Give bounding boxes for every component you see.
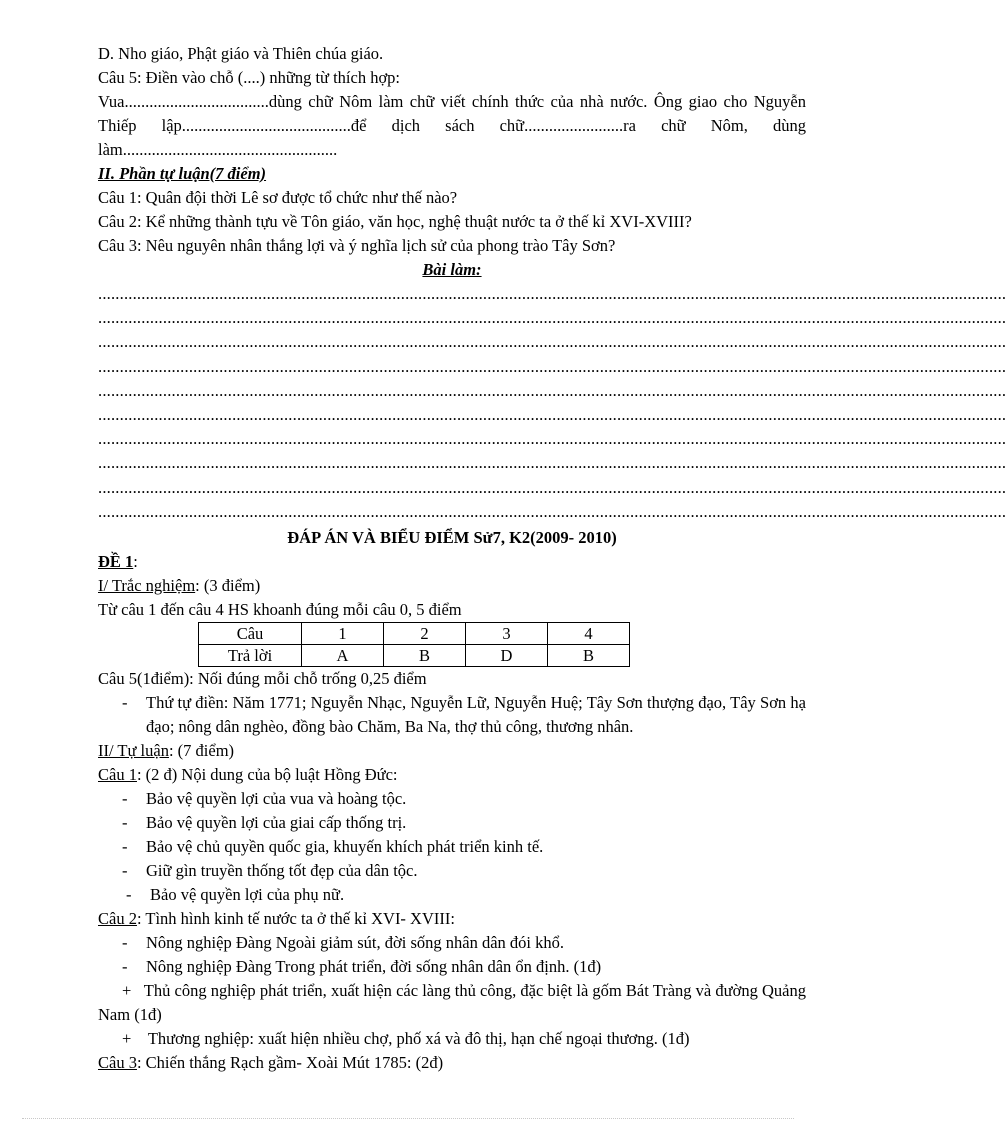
answer-key-title: ĐÁP ÁN VÀ BIỂU ĐIỂM Sử7, K2(2009- 2010) <box>287 527 617 547</box>
list-item: - Giữ gìn truyền thống tốt đẹp của dân tộc. <box>122 860 418 880</box>
list-item: - Bảo vệ quyền lợi của vua và hoàng tộc. <box>122 788 407 808</box>
table-cell: 2 <box>384 622 466 644</box>
table-cell: 1 <box>302 622 384 644</box>
question-5-score: Câu 5(1điểm): Nối đúng mỗi chỗ trống 0,25 điểm <box>98 668 427 688</box>
part-2-score: : (7 điểm) <box>168 740 235 760</box>
answer-2-heading <box>98 907 806 931</box>
part-2-label: II/ Tự luận <box>98 740 169 760</box>
part-1-label: I/ Trắc nghiệm <box>98 575 196 595</box>
table-cell: 3 <box>466 622 548 644</box>
answer-line: .................................................................................................................................................................................................................. <box>98 477 1006 497</box>
answer-2-label: Câu 2 <box>98 908 137 928</box>
table-cell: B <box>548 644 630 666</box>
answer-1-heading <box>98 763 806 787</box>
list-item: - Bảo vệ quyền lợi của phụ nữ. <box>126 884 345 904</box>
answer-lines <box>98 282 1006 524</box>
list-item: - Bảo vệ chủ quyền quốc gia, khuyến khích phát triển kinh tế. <box>122 836 544 856</box>
list-item-text: Bảo vệ quyền lợi của vua và hoàng tộc. <box>146 788 407 808</box>
question-5-answer: Thứ tự điền: Năm 1771; Nguyễn Nhạc, Nguyễn Lữ, Nguyễn Huệ; Tây Sơn thượng đạo, Tây Sơn hạ đạo; nông dân nghèo, đồng bào Chăm, Ba Na, thợ thủ công, thương nhân. <box>146 692 806 736</box>
table-row <box>199 622 630 644</box>
table-cell: 4 <box>548 622 630 644</box>
part-2-heading: II. Phần tự luận(7 điểm) <box>98 164 267 183</box>
table-header-cell: Trả lời <box>199 644 302 666</box>
bai-lam-heading <box>98 258 806 282</box>
list-item: + Thủ công nghiệp phát triển, xuất hiện các làng thủ công, đặc biệt là gốm Bát Tràng và đường Quảng Nam (1đ) <box>98 980 806 1024</box>
answer-line: .................................................................................................................................................................................................................. <box>98 332 1006 352</box>
answer-line: .................................................................................................................................................................................................................. <box>98 284 1006 303</box>
exam-version <box>98 550 806 574</box>
list-item: - Nông nghiệp Đàng Ngoài giảm sút, đời sống nhân dân đói khổ. <box>122 932 564 952</box>
answer-3-label: Câu 3 <box>98 1052 137 1072</box>
page-bottom-rule <box>22 1118 794 1119</box>
part-1-score: : (3 điểm) <box>195 575 261 595</box>
question-5: Câu 5: Điền vào chỗ (....) những từ thích hợp: <box>98 68 401 87</box>
answer-line: .................................................................................................................................................................................................................. <box>98 501 1006 521</box>
table-cell: B <box>384 644 466 666</box>
answer-table <box>198 622 630 667</box>
list-item-text: Nông nghiệp Đàng Trong phát triển, đời sống nhân dân ổn định. (1đ) <box>146 956 602 976</box>
table-row <box>199 644 630 666</box>
part-1-note: Từ câu 1 đến câu 4 HS khoanh đúng mỗi câu 0, 5 điểm <box>98 599 462 619</box>
answer-1-title: : (2 đ) Nội dung của bộ luật Hồng Đức: <box>136 764 398 784</box>
list-item-text: Thủ công nghiệp phát triển, xuất hiện các làng thủ công, đặc biệt là gốm Bát Tràng và đường Quảng Nam (1đ) <box>98 980 806 1024</box>
table-header-cell: Câu <box>199 622 302 644</box>
list-item-text: Nông nghiệp Đàng Ngoài giảm sút, đời sống nhân dân đói khổ. <box>146 932 564 952</box>
answer-2-title: : Tình hình kinh tế nước ta ở thế kỉ XVI- XVIII: <box>136 908 455 928</box>
answer-line: .................................................................................................................................................................................................................. <box>98 380 1006 400</box>
part-2-answer-heading <box>98 739 806 763</box>
list-item-text: Giữ gìn truyền thống tốt đẹp của dân tộc. <box>146 860 418 880</box>
answer-line: .................................................................................................................................................................................................................. <box>98 429 1006 449</box>
list-item-text: Bảo vệ quyền lợi của phụ nữ. <box>150 884 345 904</box>
answer-line: .................................................................................................................................................................................................................. <box>98 356 1006 376</box>
bai-lam-label: Bài làm: <box>422 260 482 279</box>
essay-question-2: Câu 2: Kể những thành tựu về Tôn giáo, văn học, nghệ thuật nước ta ở thế kỉ XVI-XVIII? <box>98 212 692 231</box>
answer-3-title: : Chiến thắng Rạch gầm- Xoài Mút 1785: (2đ) <box>136 1052 444 1072</box>
list-item: + Thương nghiệp: xuất hiện nhiều chợ, phố xá và đô thị, hạn chế ngoại thương. (1đ) <box>122 1028 690 1048</box>
essay-question-1: Câu 1: Quân đội thời Lê sơ được tổ chức như thế nào? <box>98 188 458 207</box>
list-item: - Bảo vệ quyền lợi của giai cấp thống trị. <box>122 812 407 832</box>
exam-version-label: ĐỀ 1 <box>98 551 134 571</box>
answer-line: .................................................................................................................................................................................................................. <box>98 453 1006 473</box>
option-d: D. Nho giáo, Phật giáo và Thiên chúa giáo. <box>98 44 384 63</box>
answer-3-heading <box>98 1051 806 1075</box>
list-item: - Nông nghiệp Đàng Trong phát triển, đời sống nhân dân ổn định. (1đ) <box>122 956 602 976</box>
exam-version-colon: : <box>133 551 138 571</box>
answer-line: .................................................................................................................................................................................................................. <box>98 308 1006 328</box>
table-cell: D <box>466 644 548 666</box>
list-item: - Thứ tự điền: Năm 1771; Nguyễn Nhạc, Nguyễn Lữ, Nguyễn Huệ; Tây Sơn thượng đạo, Tây Sơn hạ đạo; nông dân nghèo, đồng bào Chăm, Ba Na, thợ thủ công, thương nhân. <box>122 692 806 736</box>
part-1-heading <box>98 574 806 598</box>
answer-line: .................................................................................................................................................................................................................. <box>98 404 1006 424</box>
answer-1-label: Câu 1 <box>98 764 137 784</box>
document-page <box>98 42 1006 1075</box>
table-cell: A <box>302 644 384 666</box>
list-item-text: Thương nghiệp: xuất hiện nhiều chợ, phố xá và đô thị, hạn chế ngoại thương. (1đ) <box>147 1028 690 1048</box>
list-item-text: Bảo vệ quyền lợi của giai cấp thống trị. <box>146 812 407 832</box>
list-item-text: Bảo vệ chủ quyền quốc gia, khuyến khích phát triển kinh tế. <box>146 836 544 856</box>
essay-question-3: Câu 3: Nêu nguyên nhân thắng lợi và ý nghĩa lịch sử của phong trào Tây Sơn? <box>98 236 616 255</box>
question-5-fill-text: Vua...................................dùng chữ Nôm làm chữ viết chính thức của nhà nước. Ông giao cho Nguyễn Thiếp lập.........................................để dịch sách chữ........................ra chữ Nôm, dùng làm.................................................... <box>98 92 806 159</box>
